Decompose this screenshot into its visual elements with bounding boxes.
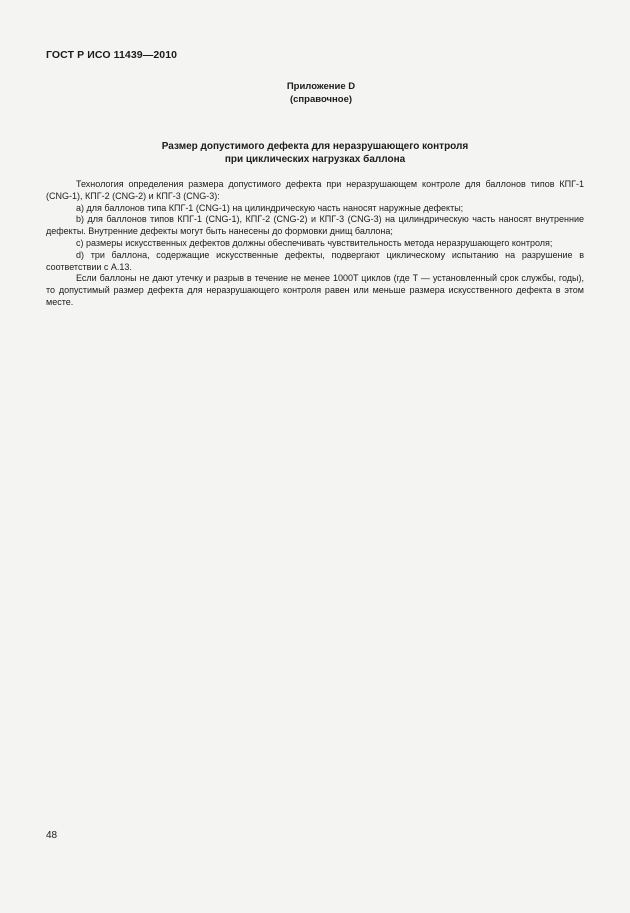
annex-title: Приложение D: [286, 81, 356, 92]
paragraph-conclusion: Если баллоны не дают утечку и разрыв в течение не менее 1000T циклов (где T — установленный срок службы, годы), то допустимый размер дефекта для неразрушающего контроля равен или меньше размера искусственного дефекта в этом месте.: [46, 273, 584, 307]
section-title: [0, 140, 630, 166]
section-title-line-1: Размер допустимого дефекта для неразрушающего контроля: [161, 141, 469, 152]
paragraph-item-d: d) три баллона, содержащие искусственные дефекты, подвергают циклическому испытанию на разрушение в соответствии с А.13.: [46, 249, 584, 272]
document-code: ГОСТ Р ИСО 11439—2010: [46, 49, 178, 61]
page-number: 48: [46, 830, 58, 841]
paragraph-item-a: а) для баллонов типа КПГ-1 (CNG-1) на цилиндрическую часть наносят наружные дефекты;: [76, 202, 464, 213]
section-title-line-2: при циклических нагрузках баллона: [224, 154, 406, 165]
annex-subtitle: (справочное): [289, 94, 353, 105]
paragraph-item-c: c) размеры искусственных дефектов должны обеспечивать чувствительность метода неразрушающего контроля;: [76, 237, 553, 248]
annex-heading: [0, 80, 630, 106]
paragraph-intro: Технология определения размера допустимого дефекта при неразрушающем контроле для баллонов типов КПГ-1 (CNG-1), КПГ-2 (CNG-2) и КПГ-3 (CNG-3):: [46, 179, 584, 201]
paragraph-item-b: b) для баллонов типов КПГ-1 (CNG-1), КПГ-2 (CNG-2) и КПГ-3 (CNG-3) на цилиндрическую часть наносят внутренние дефекты. Внутренние дефекты могут быть нанесены до формовки днищ баллона;: [46, 214, 584, 237]
body-text: [46, 179, 584, 309]
